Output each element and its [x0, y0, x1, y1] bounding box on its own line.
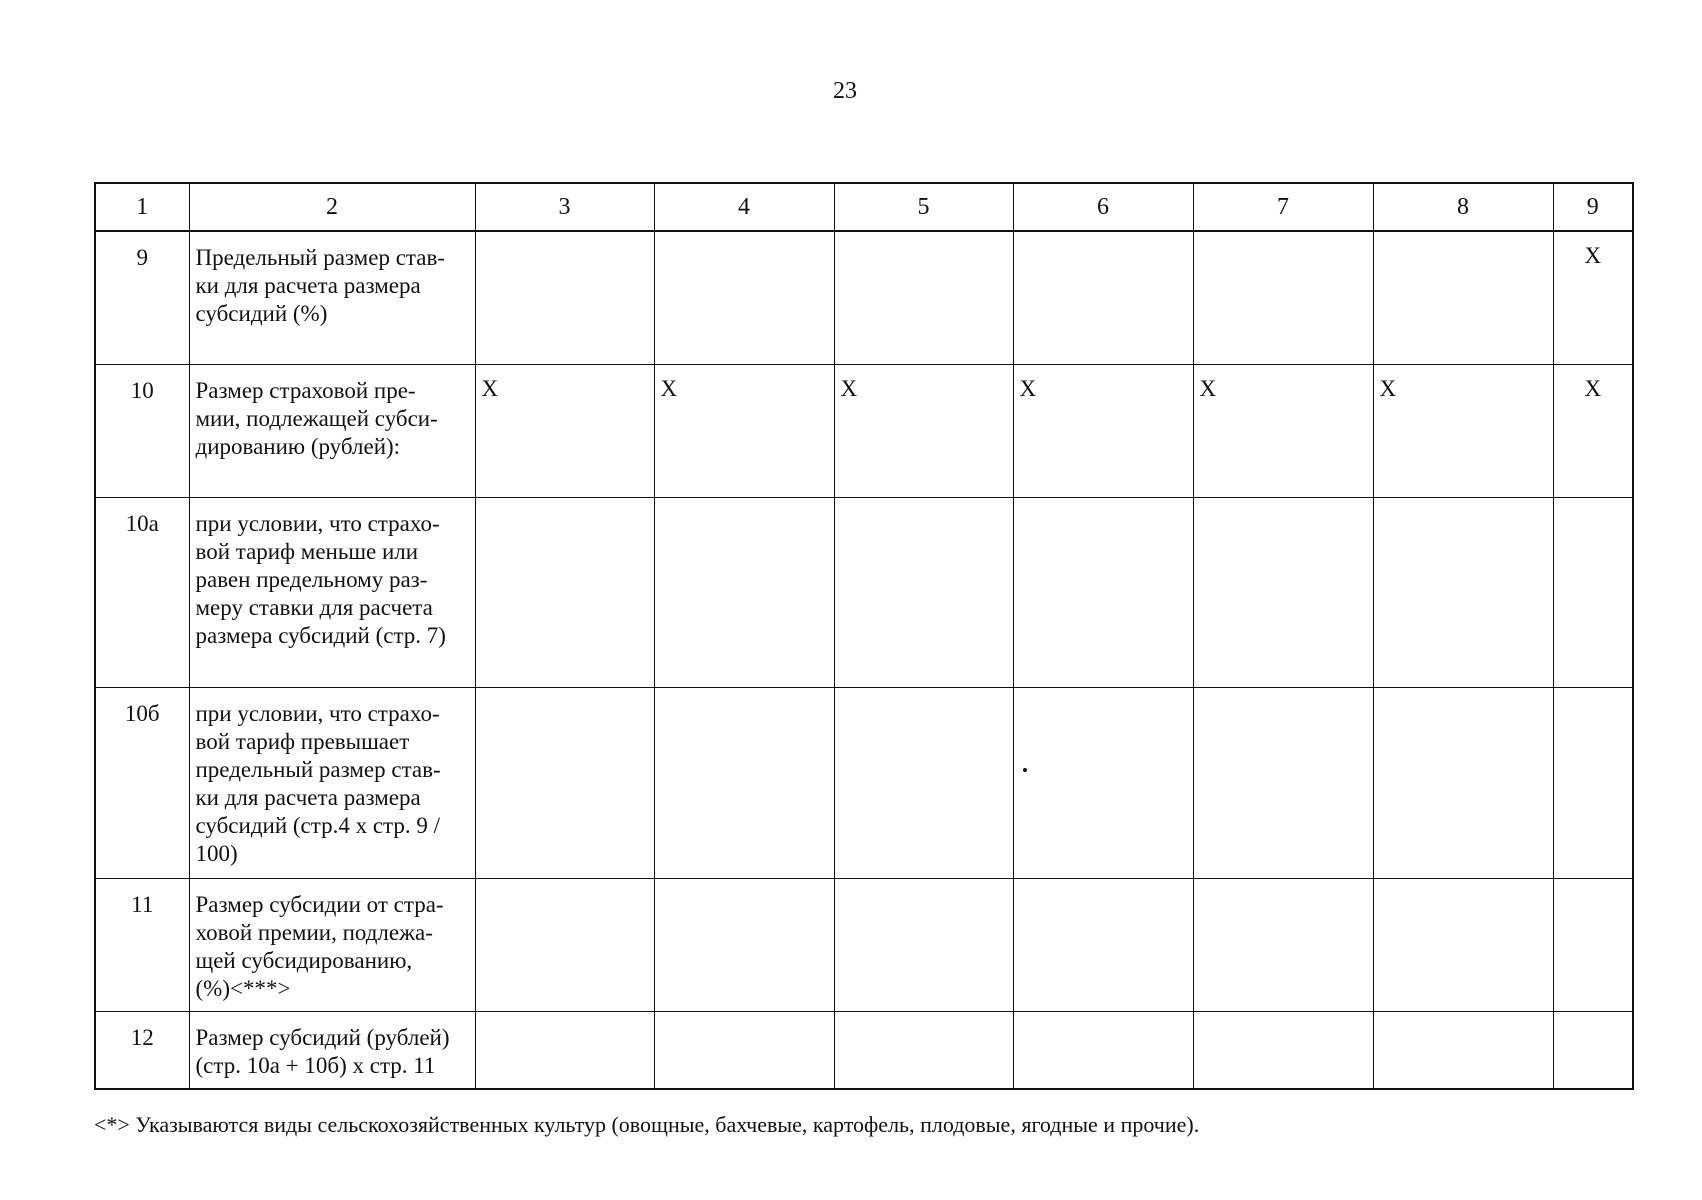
header-cell: 6: [1013, 183, 1193, 231]
value-cell: X: [1553, 364, 1633, 497]
row-label: [189, 231, 475, 364]
value-cell: [1373, 1011, 1553, 1089]
value-cell: [1193, 1011, 1373, 1089]
value-cell: [1013, 687, 1193, 878]
row-number: 11: [95, 878, 189, 1011]
value-cell: X: [1553, 231, 1633, 364]
row-label: [189, 1011, 475, 1089]
row-number: 10а: [95, 497, 189, 687]
header-cell: 2: [189, 183, 475, 231]
value-cell: [475, 497, 654, 687]
row-label-text: Предельный размер став- ки для расчета размера субсидий (%): [195, 245, 445, 326]
value-cell: [475, 687, 654, 878]
value-cell: [1373, 687, 1553, 878]
row-number: 10: [95, 364, 189, 497]
value-cell: [1013, 231, 1193, 364]
value-cell: X: [654, 364, 834, 497]
value-cell: [654, 497, 834, 687]
value-cell: X: [1193, 364, 1373, 497]
table-row: [95, 878, 1633, 1011]
value-cell: [834, 878, 1013, 1011]
value-cell: X: [834, 364, 1013, 497]
row-number: 12: [95, 1011, 189, 1089]
value-cell: [1373, 878, 1553, 1011]
value-cell: [654, 687, 834, 878]
value-cell: [1013, 1011, 1193, 1089]
value-cell: X: [1013, 364, 1193, 497]
table-row: [95, 687, 1633, 878]
value-cell: [834, 497, 1013, 687]
value-cell: [1193, 497, 1373, 687]
table-row: [95, 231, 1633, 364]
header-row: [95, 183, 1633, 231]
row-label: [189, 878, 475, 1011]
row-label-text: Размер субсидии от стра- ховой премии, подлежа- щей субсидированию, (%)<***>: [195, 891, 444, 1001]
value-cell: [1553, 497, 1633, 687]
table-row: [95, 364, 1633, 497]
row-number: 9: [95, 231, 189, 364]
header-cell: 9: [1553, 183, 1633, 231]
header-cell: 1: [95, 183, 189, 231]
row-label-text: при условии, что страхо- вой тариф меньше или равен предельному раз- меру ставки для расчета размера субсидий (стр. 7): [195, 510, 446, 648]
table-row: [95, 497, 1633, 687]
header-cell: 3: [475, 183, 654, 231]
subsidy-table: [94, 182, 1634, 1090]
value-cell: [1553, 878, 1633, 1011]
value-cell: [475, 1011, 654, 1089]
value-cell: [1553, 687, 1633, 878]
value-cell: X: [1373, 364, 1553, 497]
value-cell: [834, 1011, 1013, 1089]
row-label: [189, 497, 475, 687]
scan-speck: [1023, 768, 1027, 772]
value-cell: [654, 878, 834, 1011]
value-cell: [834, 231, 1013, 364]
row-label-text: Размер субсидий (рублей) (стр. 10а + 10б) х стр. 11: [195, 1024, 450, 1078]
value-cell: [654, 1011, 834, 1089]
value-cell: [654, 231, 834, 364]
value-cell: [475, 231, 654, 364]
table-row: [95, 1011, 1633, 1089]
row-label: [189, 687, 475, 878]
value-cell: [1193, 687, 1373, 878]
value-cell: [1013, 497, 1193, 687]
value-cell: [1193, 231, 1373, 364]
footnote: <*> Указываются виды сельскохозяйственных культур (овощные, бахчевые, картофель, плодовые, ягодные и прочие).: [94, 1112, 1200, 1137]
value-cell: X: [475, 364, 654, 497]
value-cell: [1013, 878, 1193, 1011]
header-cell: 7: [1193, 183, 1373, 231]
value-cell: [1553, 1011, 1633, 1089]
value-cell: [475, 878, 654, 1011]
header-cell: 8: [1373, 183, 1553, 231]
header-cell: 4: [654, 183, 834, 231]
page-number: 23: [833, 78, 857, 104]
row-label: [189, 364, 475, 497]
value-cell: [1373, 231, 1553, 364]
value-cell: [834, 687, 1013, 878]
header-cell: 5: [834, 183, 1013, 231]
row-number: 10б: [95, 687, 189, 878]
value-cell: [1193, 878, 1373, 1011]
value-cell: [1373, 497, 1553, 687]
row-label-text: при условии, что страхо- вой тариф превышает предельный размер став- ки для расчета размера субсидий (стр.4 х стр. 9 / 100): [195, 700, 441, 866]
row-label-text: Размер страховой пре- мии, подлежащей субси- дированию (рублей):: [195, 377, 438, 459]
